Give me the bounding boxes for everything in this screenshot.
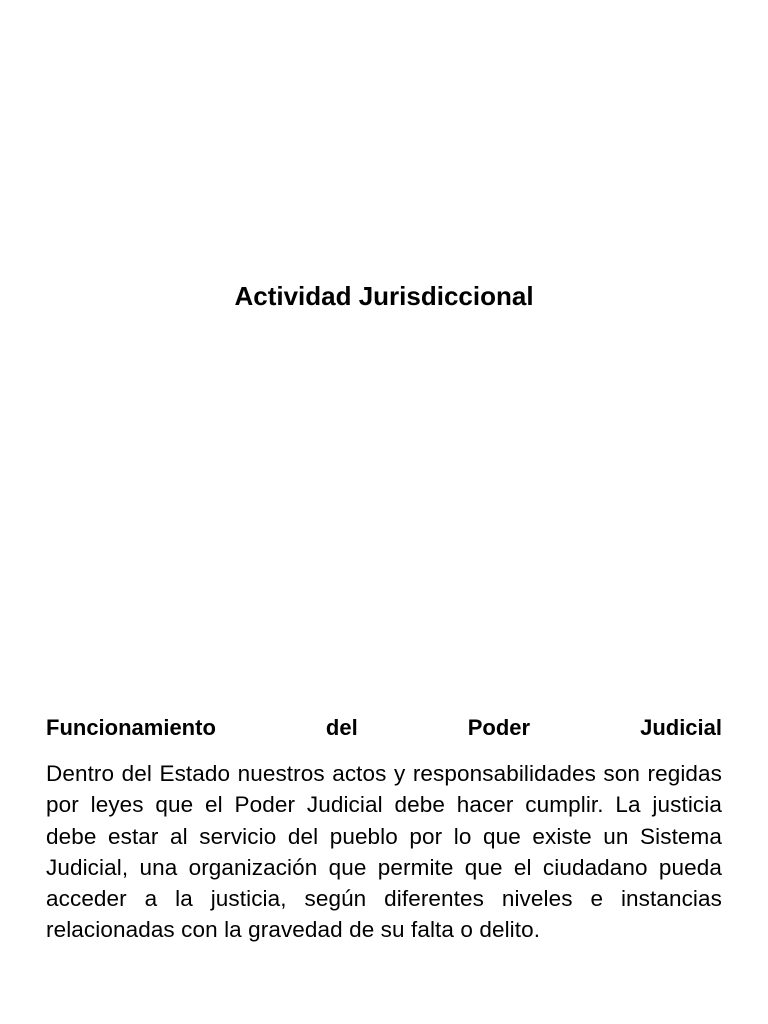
page-title: Actividad Jurisdiccional bbox=[234, 281, 534, 311]
section-heading: Funcionamiento del Poder Judicial bbox=[46, 715, 722, 740]
content-section bbox=[46, 712, 722, 946]
section-body-paragraph: Dentro del Estado nuestros actos y responsabilidades son regidas por leyes que el Poder Judicial debe hacer cumplir. La justicia debe estar al servicio del pueblo por lo que existe un Sistema Judicial, una organización que permite que el ciudadano pueda acceder a la justicia, según diferentes niveles e instancias relacionadas con la gravedad de su falta o delito. bbox=[46, 761, 722, 943]
